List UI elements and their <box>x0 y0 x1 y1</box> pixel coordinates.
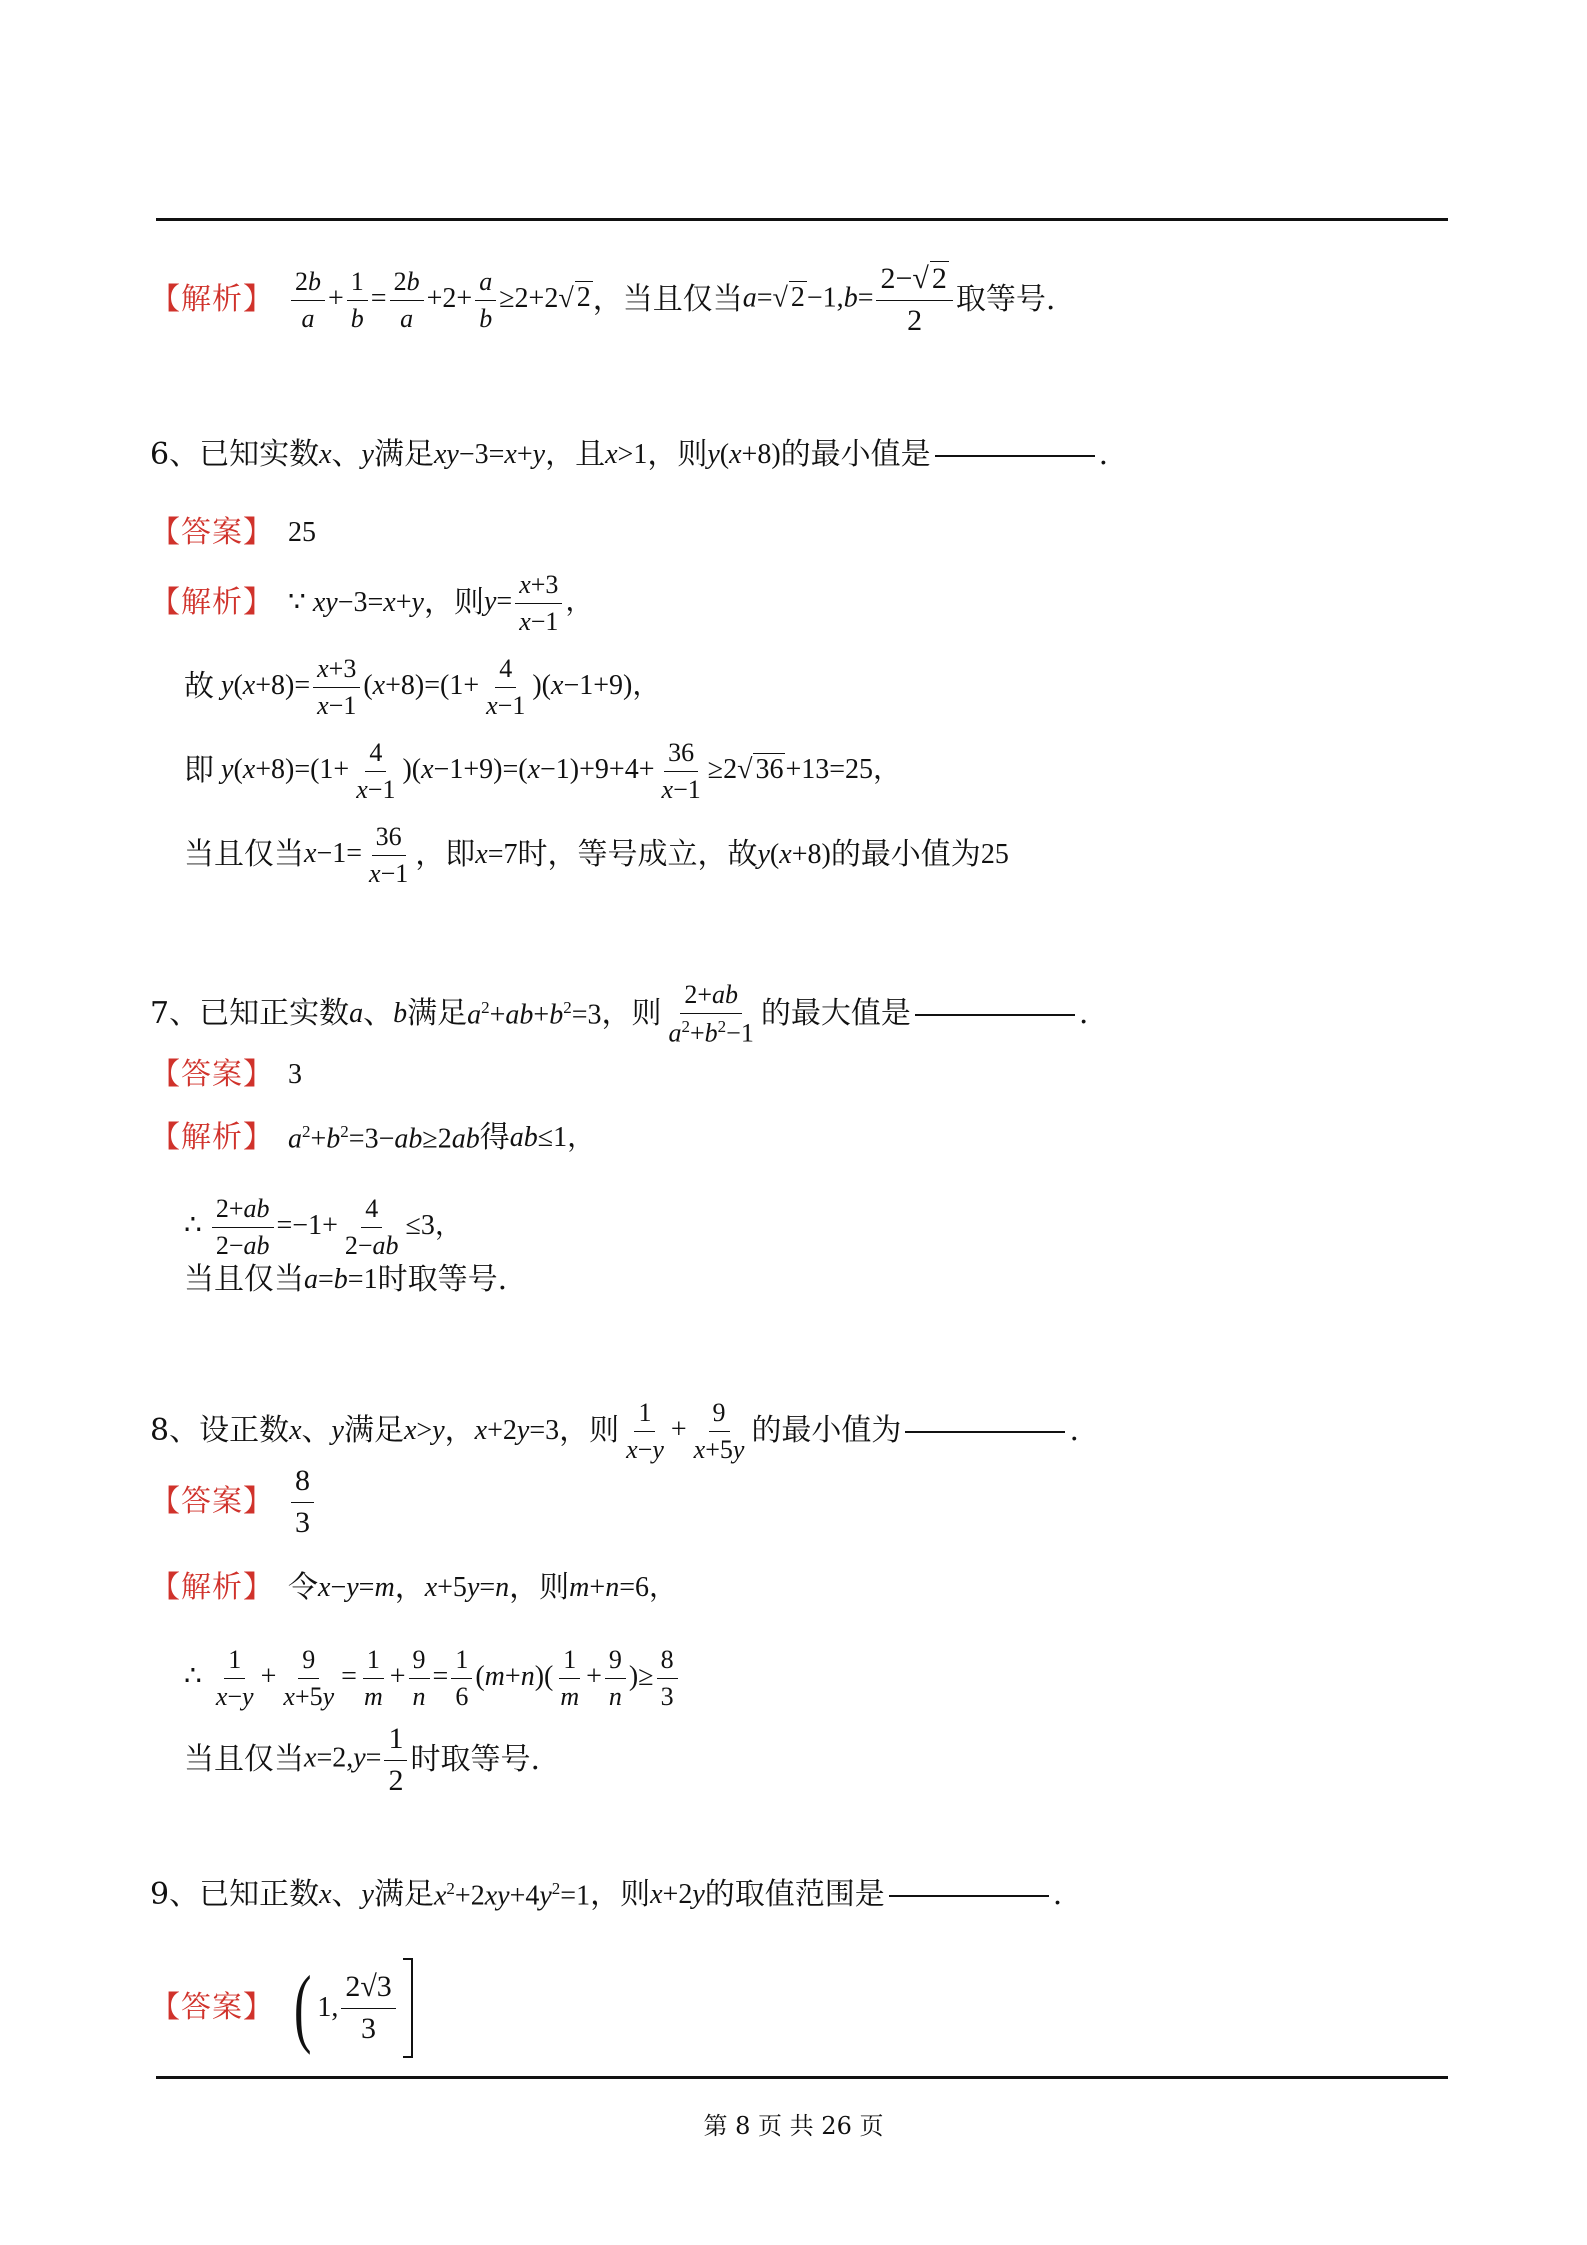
q6-answer-blank <box>935 454 1095 457</box>
q7-a1-t1: 得 <box>479 1120 510 1156</box>
q6-stem: 6、已知实数 x 、 y 满足 xy−3=x+y ，且 x>1 ，则 y(x+8) 的最小值是 . <box>150 437 1109 472</box>
q6-a2-formula: y(x+8)= $\frac{x+3}{x-1}$ (x+8)=(1+ $\frac{4}{x-1}$ )(x−1+9)， <box>221 654 661 720</box>
q8-a1-t1: ， <box>394 1570 425 1605</box>
q6-t3: ，且 <box>545 437 606 472</box>
q9-stem: 9、已知正数 x 、 y 满足 $x^2+2xy+4y^2=1$ ，则 x+2y 的取值范围是 . <box>150 1877 1063 1913</box>
q7-a2-formula: ∴ $\frac{2+ab}{2-ab}$ =−1+ $\frac{4}{2-ab}$ ≤3， <box>184 1194 463 1260</box>
q8-analysis-line-3 <box>184 1722 540 1798</box>
q8-condition-1: x>y <box>403 1415 445 1447</box>
q7-a3-lead: 当且仅当 <box>184 1262 304 1297</box>
q6-a4-value: 25 <box>980 839 1009 871</box>
q7-t3: ，则 <box>601 996 662 1032</box>
q7-sep: 、 <box>363 996 394 1032</box>
q6-condition-1: xy−3=x+y <box>433 439 546 470</box>
q6-analysis-line-3 <box>184 738 901 805</box>
answer-label: 【答案】 <box>150 1990 274 2025</box>
q8-analysis-line-2 <box>184 1645 681 1712</box>
q7-a3-text: 时取等号. <box>377 1262 508 1297</box>
q5-equality-formula: a=√ 2−1,b= $\frac{2-√ 2}{2}$ <box>743 262 956 338</box>
q7-condition: $a^2+ab+b^2=3$ <box>467 998 602 1031</box>
q6-condition-2: x>1 <box>605 439 648 470</box>
q7-answer-line <box>150 1057 302 1092</box>
q6-t4: ，则 <box>647 437 708 472</box>
q8-a1-n: x+5y=n <box>424 1572 510 1603</box>
q7-stem: 7、已知正实数 a 、 b 满足 $a^2+ab+b^2=3$ ，则 $\frac{2+ab}{a^2+b^2-1}$ 的最大值是 . <box>150 980 1089 1048</box>
answer-label: 【答案】 <box>150 515 274 550</box>
q6-number: 6、已知实数 <box>150 437 320 472</box>
q6-a1-y: y= $\frac{x+3}{x-1}$ ， <box>483 570 594 636</box>
q9-answer-num: 2√3 <box>341 1970 395 2009</box>
answer-label: 【答案】 <box>150 1057 274 1092</box>
q9-sep: 、 <box>331 1877 362 1913</box>
q7-number: 7、已知正实数 <box>150 996 350 1032</box>
q6-analysis-line-2 <box>184 654 660 721</box>
q8-condition-2: x+2y=3 <box>474 1415 560 1447</box>
footer-rule <box>156 2076 1448 2079</box>
q7-a3-eq: a=b=1 <box>304 1264 378 1295</box>
q8-a3-t1: 时取等号. <box>410 1742 541 1777</box>
q6-a4-target: y(x+8) <box>757 839 831 871</box>
q6-answer: 25 <box>288 517 316 548</box>
q8-stem: 8、设正数 x 、 y 满足 x>y ， x+2y=3 ，则 $\frac{1}{x-y}$ + $\frac{9}{x+5y}$ 的最小值为 . <box>150 1398 1079 1464</box>
q7-a1-result: ab≤1， <box>509 1122 596 1154</box>
q7-target: $\frac{2+ab}{a^2+b^2-1}$ <box>668 980 754 1048</box>
q9-number: 9、已知正数 <box>150 1877 320 1913</box>
analysis-label: 【解析】 <box>150 1570 274 1605</box>
q8-a1-m: x−y=m <box>318 1572 395 1603</box>
q6-target: y(x+8) <box>707 439 781 470</box>
q9-t4: 的取值范围是 <box>704 1877 885 1913</box>
q8-sep: 、 <box>301 1413 332 1449</box>
q7-analysis-line-1 <box>150 1120 596 1156</box>
q8-target: $\frac{1}{x-y}$ + $\frac{9}{x+5y}$ <box>626 1398 745 1464</box>
q7-t4: 的最大值是 <box>760 996 911 1032</box>
q9-t3: ，则 <box>590 1877 651 1913</box>
header-rule <box>156 218 1448 221</box>
q8-t5: 的最小值为 <box>751 1413 902 1449</box>
q6-answer-line <box>150 515 316 550</box>
q6-a4-lead: 当且仅当 <box>184 837 304 873</box>
q9-answer-line <box>150 1958 413 2058</box>
q8-a1-sum: m+n=6， <box>569 1572 677 1603</box>
q6-a2-lead: 故 <box>184 669 214 705</box>
q7-t2: 满足 <box>407 996 468 1032</box>
q9-answer-blank <box>889 1894 1049 1897</box>
q8-a1-lead: 令 <box>288 1570 318 1605</box>
q9-t2: 满足 <box>373 1877 434 1913</box>
q6-t5: 的最小值是 <box>780 437 931 472</box>
analysis-label: 【解析】 <box>150 1120 274 1156</box>
q8-a3-lead: 当且仅当 <box>184 1742 304 1777</box>
q8-number: 8、设正数 <box>150 1413 290 1449</box>
q6-a3-formula: y(x+8)=(1+ $\frac{4}{x-1}$ )(x−1+9)=(x−1)+9+4+ $\frac{36}{x-1}$ ≥2√ 36+13=25， <box>221 738 902 804</box>
q9-target: x+2y <box>650 1879 705 1911</box>
q6-a3-lead: 即 <box>184 753 214 789</box>
q8-answer: $\frac{8}{3}$ <box>291 1464 314 1540</box>
q8-answer-blank <box>905 1430 1065 1433</box>
q8-t4: ，则 <box>559 1413 620 1449</box>
q8-a2-formula: ∴ $\frac{1}{x-y}$ + $\frac{9}{x+5y}$ = $\frac{1}{m}$ + $\frac{9}{n}$ = $\frac{1}{6}$ (m+n)( $\frac{1}{m}$ + $\frac{9}{n}$ )≥ $\frac{8}{3}$ <box>184 1645 681 1712</box>
q9-answer-den: 3 <box>361 2011 377 2045</box>
q8-a3-eq: x=2,y= $\frac{1}{2}$ <box>304 1722 410 1798</box>
q7-analysis-line-2 <box>184 1194 463 1261</box>
q7-a1-formula: $a^2+b^2=3-ab\ge 2ab$ <box>288 1122 480 1155</box>
q6-sep: 、 <box>331 437 362 472</box>
q8-a1-t2: ，则 <box>509 1570 570 1605</box>
q6-a4-t3: 的最小值为 <box>830 837 981 873</box>
q6-analysis-line-4 <box>184 822 1009 889</box>
q7-answer: 3 <box>288 1059 302 1090</box>
analysis-label: 【解析】 <box>150 282 274 317</box>
q6-t2: 满足 <box>373 437 434 472</box>
q7-analysis-line-3 <box>184 1262 508 1297</box>
q9-answer: ( 1, $\frac{2√3}{3}$ <box>288 1958 413 2058</box>
q6-a4-t2: 时，等号成立，故 <box>517 837 758 873</box>
q8-analysis-line-1 <box>150 1570 677 1605</box>
q5-text-2: 取等号. <box>955 282 1056 317</box>
analysis-label: 【解析】 <box>150 585 274 621</box>
q6-a4-eq: x−1= $\frac{36}{x-1}$ <box>304 822 409 888</box>
q6-analysis-line-1 <box>150 570 593 637</box>
q9-condition: $x^2+2xy+4y^2=1$ <box>433 1879 591 1912</box>
q9-answer-left: 1, <box>317 1992 339 2023</box>
q8-answer-line <box>150 1464 317 1540</box>
answer-label: 【答案】 <box>150 1484 274 1519</box>
q6-a4-t1: ，即 <box>415 837 476 873</box>
q6-a1-t1: ，则 <box>423 585 484 621</box>
q5-analysis-formula: $\frac{2b}{a}$ + $\frac{1}{b}$ = $\frac{2b}{a}$ +2+ $\frac{a}{b}$ ≥2+2√ 2 <box>288 267 593 334</box>
q5-analysis-line <box>150 262 1055 338</box>
q7-answer-blank <box>915 1013 1075 1016</box>
q8-t2: 满足 <box>343 1413 404 1449</box>
page-footer: 第 8 页 共 26 页 <box>703 2112 884 2140</box>
q8-t3: ， <box>444 1413 475 1449</box>
q6-a4-x: x=7 <box>475 839 518 871</box>
q6-a1-formula: ∵ xy−3=x+y <box>288 587 424 619</box>
q5-text-1: ，当且仅当 <box>592 282 743 317</box>
